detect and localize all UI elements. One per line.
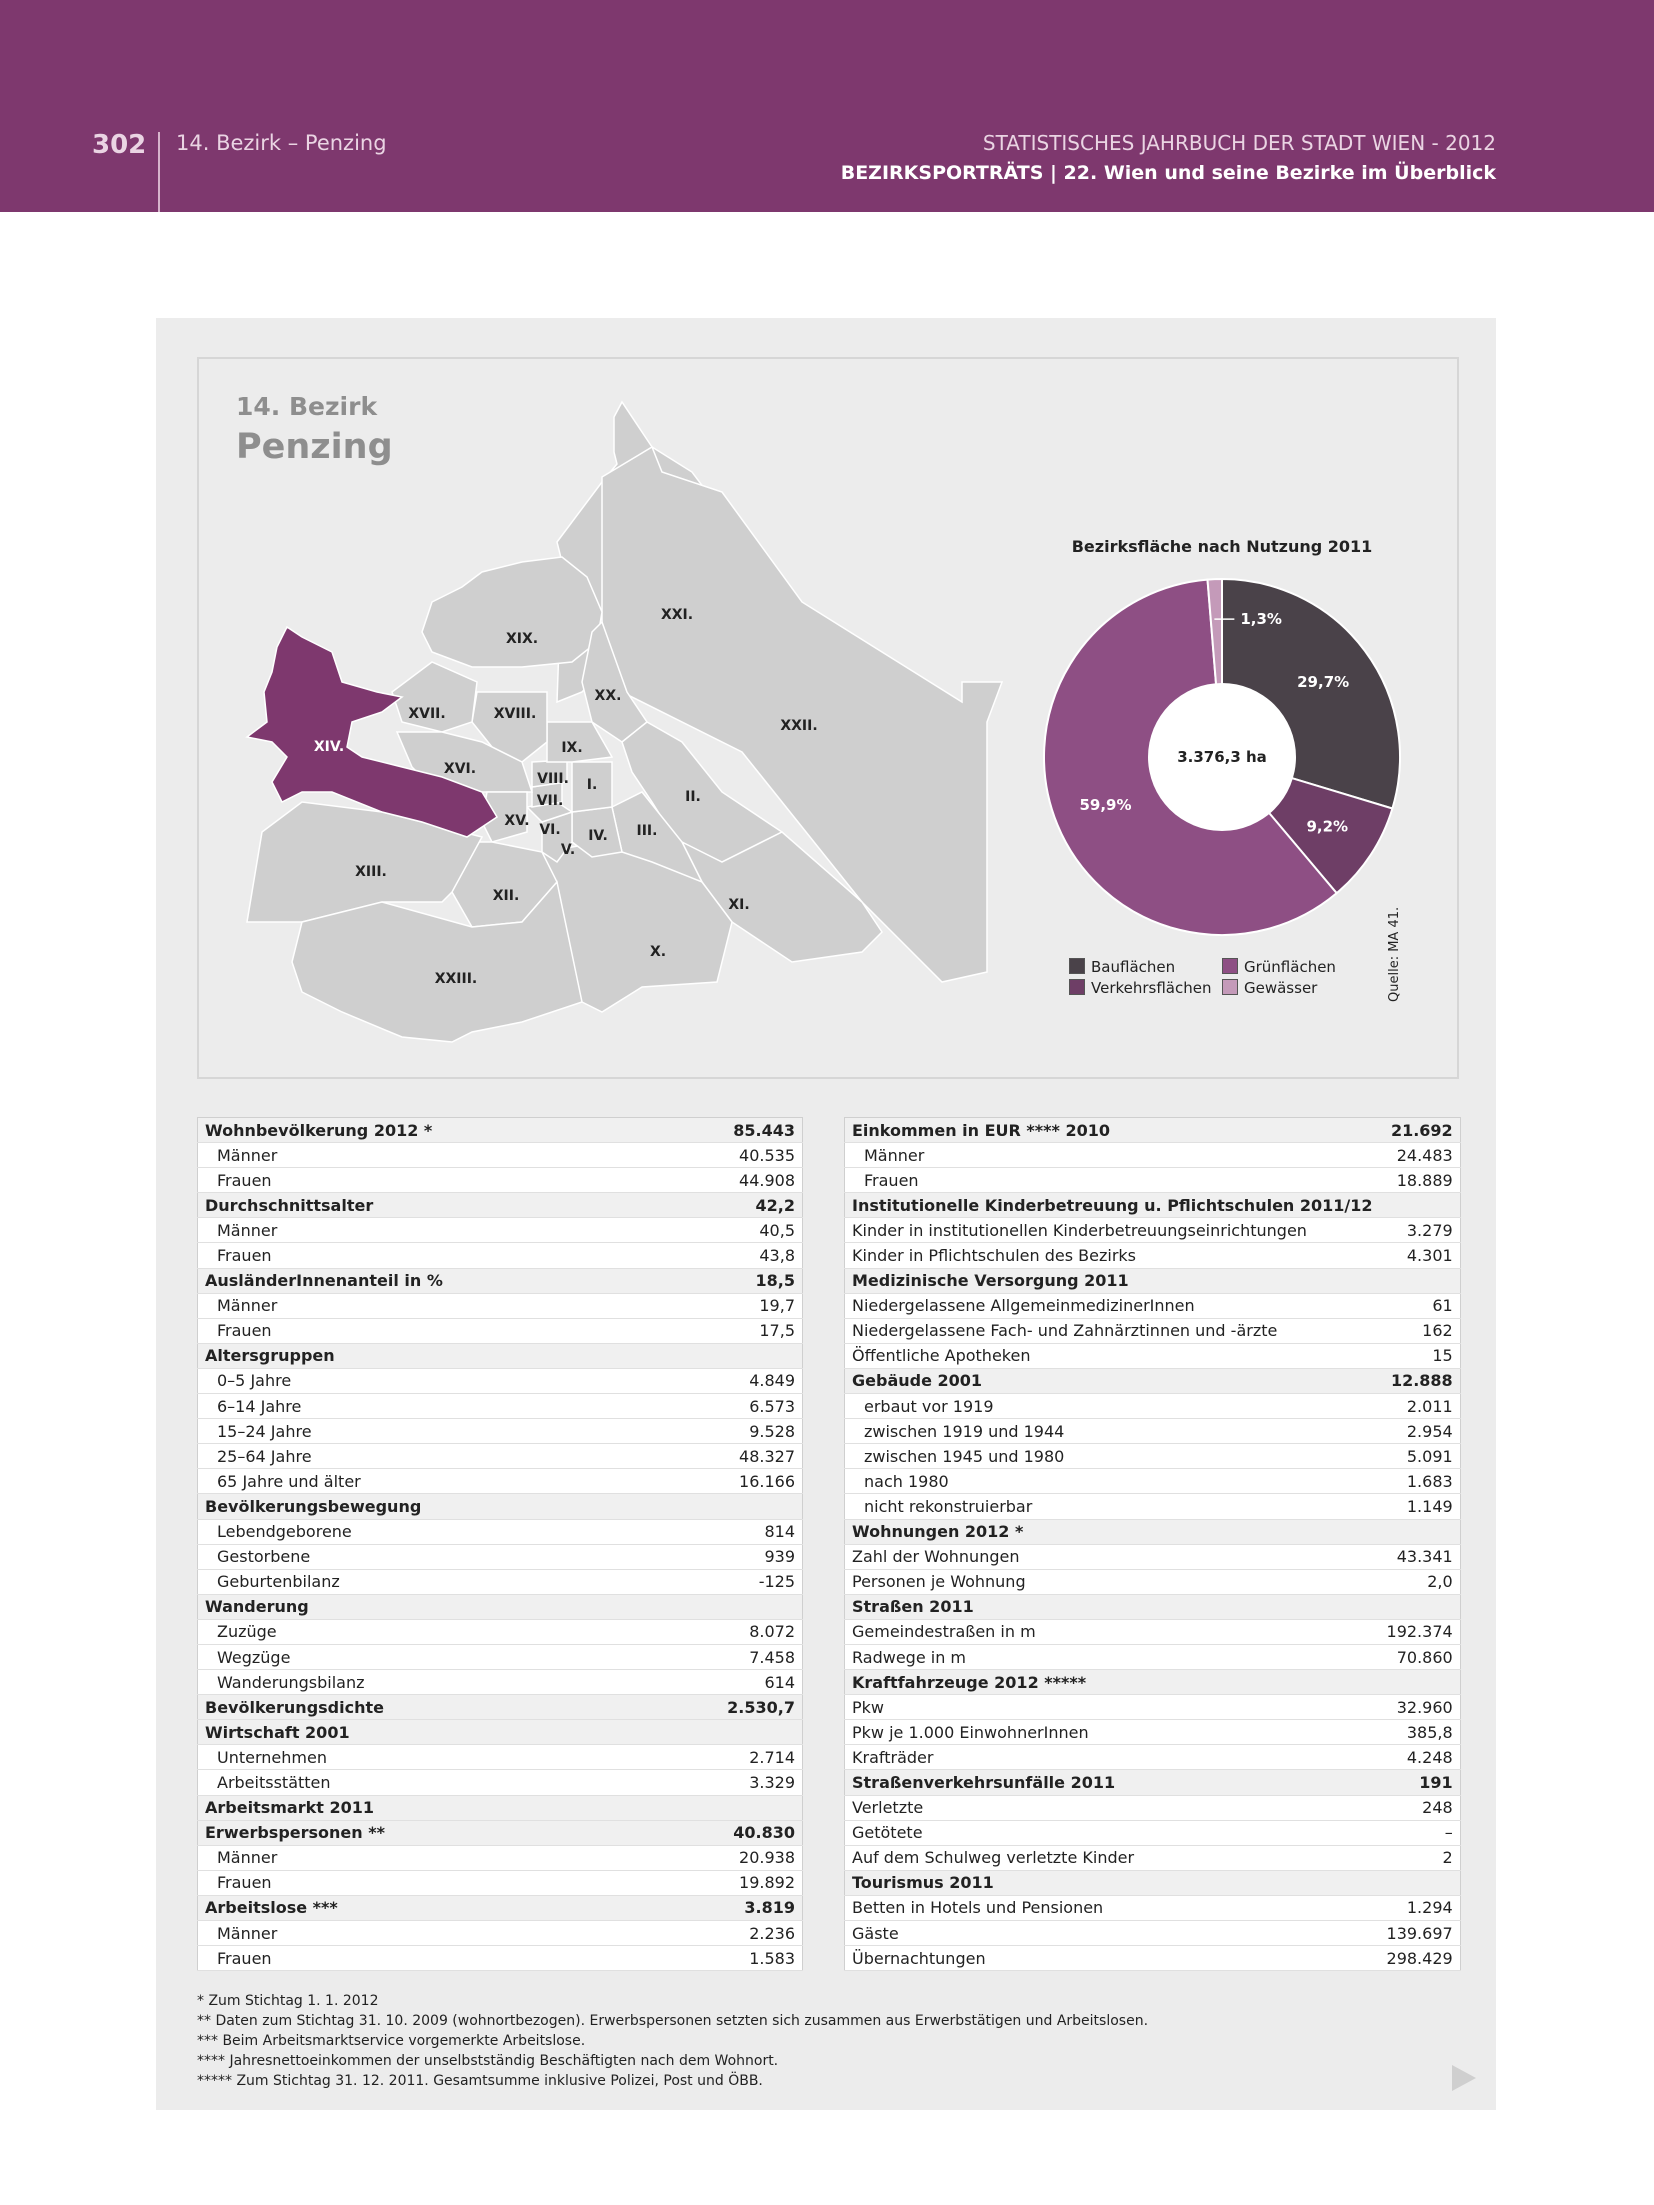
- row-value: 21.692: [1380, 1118, 1461, 1143]
- row-value: [1380, 1268, 1461, 1293]
- legend-item: [1069, 957, 1212, 978]
- table-row: [845, 1343, 1461, 1368]
- table-row: [845, 1318, 1461, 1343]
- table-row: [198, 1494, 803, 1519]
- next-page-arrow-icon[interactable]: [1452, 2065, 1476, 2091]
- row-value: 2.954: [1380, 1419, 1461, 1444]
- table-row: [198, 1318, 803, 1343]
- row-label: Erwerbspersonen **: [198, 1820, 654, 1845]
- table-row: [198, 1343, 803, 1368]
- row-value: 19,7: [654, 1293, 803, 1318]
- row-label: Niedergelassene Fach- und Zahnärztinnen und -ärzte: [845, 1318, 1380, 1343]
- table-row: [198, 1745, 803, 1770]
- page-header: [0, 0, 1654, 212]
- row-label: Frauen: [845, 1168, 1380, 1193]
- row-label: Personen je Wohnung: [845, 1569, 1380, 1594]
- table-row: [198, 1469, 803, 1494]
- map-label: XVIII.: [493, 706, 537, 722]
- table-row: [198, 1946, 803, 1971]
- table-row: [845, 1895, 1461, 1920]
- row-value: 5.091: [1380, 1444, 1461, 1469]
- row-label: Lebendgeborene: [198, 1519, 654, 1544]
- row-label: Frauen: [198, 1318, 654, 1343]
- table-row: [845, 1419, 1461, 1444]
- row-label: 15–24 Jahre: [198, 1419, 654, 1444]
- table-row: [198, 1845, 803, 1870]
- row-label: Männer: [198, 1293, 654, 1318]
- table-row: [198, 1569, 803, 1594]
- row-label: Frauen: [198, 1168, 654, 1193]
- row-value: 16.166: [654, 1469, 803, 1494]
- row-label: Männer: [198, 1845, 654, 1870]
- table-row: [198, 1419, 803, 1444]
- table-row: [845, 1394, 1461, 1419]
- row-label: Gebäude 2001: [845, 1368, 1380, 1393]
- row-label: Auf dem Schulweg verletzte Kinder: [845, 1845, 1380, 1870]
- chart-legend-left: [1069, 957, 1212, 999]
- legend-swatch: [1069, 979, 1085, 995]
- chart-legend-right: [1222, 957, 1336, 999]
- row-label: Wanderung: [198, 1594, 654, 1619]
- row-label: Wegzüge: [198, 1644, 654, 1669]
- row-value: 814: [654, 1519, 803, 1544]
- row-value: 2: [1380, 1845, 1461, 1870]
- row-label: 65 Jahre und älter: [198, 1469, 654, 1494]
- row-label: Unternehmen: [198, 1745, 654, 1770]
- row-value: 3.819: [654, 1895, 803, 1920]
- donut-center-label: 3.376,3 ha: [1177, 748, 1267, 766]
- legend-item: [1222, 957, 1336, 978]
- footnotes: [197, 1991, 1148, 2091]
- row-label: Männer: [198, 1143, 654, 1168]
- row-label: Pkw: [845, 1695, 1380, 1720]
- map-districts: [247, 402, 1002, 1042]
- row-label: Zahl der Wohnungen: [845, 1544, 1380, 1569]
- map-label: XXIII.: [434, 971, 478, 987]
- table-row: [198, 1619, 803, 1644]
- row-label: Krafträder: [845, 1745, 1380, 1770]
- row-value: [654, 1795, 803, 1820]
- row-value: 939: [654, 1544, 803, 1569]
- row-value: 4.301: [1380, 1243, 1461, 1268]
- row-label: Medizinische Versorgung 2011: [845, 1268, 1380, 1293]
- row-label: Männer: [198, 1921, 654, 1946]
- row-value: 2,0: [1380, 1569, 1461, 1594]
- table-row: [198, 1444, 803, 1469]
- row-value: 3.279: [1380, 1218, 1461, 1243]
- table-row: [198, 1670, 803, 1695]
- table-row: [198, 1795, 803, 1820]
- row-label: Arbeitslose ***: [198, 1895, 654, 1920]
- row-value: 1.583: [654, 1946, 803, 1971]
- row-value: 44.908: [654, 1168, 803, 1193]
- table-row: [198, 1720, 803, 1745]
- table-row: [198, 1243, 803, 1268]
- row-value: 191: [1380, 1770, 1461, 1795]
- map-label: XIV.: [313, 739, 345, 755]
- row-value: 61: [1380, 1293, 1461, 1318]
- table-row: [845, 1670, 1461, 1695]
- row-label: Wohnungen 2012 *: [845, 1519, 1380, 1544]
- row-label: Männer: [198, 1218, 654, 1243]
- map-label: VIII.: [537, 771, 569, 787]
- row-label: Arbeitsmarkt 2011: [198, 1795, 654, 1820]
- row-label: Übernachtungen: [845, 1946, 1380, 1971]
- legend-label: Gewässer: [1244, 979, 1318, 997]
- row-label: Niedergelassene AllgemeinmedizinerInnen: [845, 1293, 1380, 1318]
- row-value: [654, 1343, 803, 1368]
- table-row: [845, 1695, 1461, 1720]
- footnote: * Zum Stichtag 1. 1. 2012: [197, 1993, 379, 2009]
- row-value: [654, 1720, 803, 1745]
- row-value: –: [1380, 1820, 1461, 1845]
- row-label: Wanderungsbilanz: [198, 1670, 654, 1695]
- row-label: Frauen: [198, 1946, 654, 1971]
- table-row: [198, 1218, 803, 1243]
- row-value: 17,5: [654, 1318, 803, 1343]
- table-row: [845, 1644, 1461, 1669]
- row-label: 6–14 Jahre: [198, 1394, 654, 1419]
- donut-slice-label: 29,7%: [1297, 672, 1350, 691]
- table-row: [845, 1845, 1461, 1870]
- row-label: Bevölkerungsdichte: [198, 1695, 654, 1720]
- map-label: XXII.: [780, 718, 818, 734]
- table-row: [845, 1444, 1461, 1469]
- row-label: Altersgruppen: [198, 1343, 654, 1368]
- row-value: 70.860: [1380, 1644, 1461, 1669]
- table-row: [198, 1519, 803, 1544]
- row-value: 18,5: [654, 1268, 803, 1293]
- table-row: [845, 1268, 1461, 1293]
- legend-label: Grünflächen: [1244, 958, 1336, 976]
- district-name: Penzing: [236, 427, 393, 467]
- row-label: Frauen: [198, 1870, 654, 1895]
- map-label: II.: [685, 789, 701, 805]
- table-row: [845, 1870, 1461, 1895]
- row-label: 25–64 Jahre: [198, 1444, 654, 1469]
- row-label: Frauen: [198, 1243, 654, 1268]
- row-label: Institutionelle Kinderbetreuung u. Pflichtschulen 2011/12: [845, 1193, 1380, 1218]
- table-row: [198, 1544, 803, 1569]
- table-row: [198, 1895, 803, 1920]
- row-value: 614: [654, 1670, 803, 1695]
- donut-slice-label: 1,3%: [1240, 610, 1282, 629]
- legend-item: [1069, 978, 1212, 999]
- table-row: [198, 1193, 803, 1218]
- row-label: Straßen 2011: [845, 1594, 1380, 1619]
- legend-item: [1222, 978, 1336, 999]
- row-value: 85.443: [654, 1118, 803, 1143]
- row-label: Getötete: [845, 1820, 1380, 1845]
- row-label: Betten in Hotels und Pensionen: [845, 1895, 1380, 1920]
- map-label: XVI.: [443, 761, 477, 777]
- table-row: [198, 1921, 803, 1946]
- table-row: [845, 1168, 1461, 1193]
- row-value: 192.374: [1380, 1619, 1461, 1644]
- map-box: [197, 357, 1459, 1079]
- table-row: [845, 1143, 1461, 1168]
- header-divider: [158, 132, 160, 212]
- row-value: 43,8: [654, 1243, 803, 1268]
- row-value: 162: [1380, 1318, 1461, 1343]
- map-label: XIII.: [355, 864, 387, 880]
- table-row: [198, 1594, 803, 1619]
- row-value: 4.849: [654, 1368, 803, 1393]
- row-value: 18.889: [1380, 1168, 1461, 1193]
- chapter-title: 14. Bezirk – Penzing: [176, 131, 387, 155]
- row-value: 3.329: [654, 1770, 803, 1795]
- table-row: [198, 1168, 803, 1193]
- row-label: Straßenverkehrsunfälle 2011: [845, 1770, 1380, 1795]
- row-value: 32.960: [1380, 1695, 1461, 1720]
- district-number: 14. Bezirk: [236, 392, 378, 421]
- row-label: zwischen 1945 und 1980: [845, 1444, 1380, 1469]
- row-value: 1.294: [1380, 1895, 1461, 1920]
- row-value: 15: [1380, 1343, 1461, 1368]
- row-value: 20.938: [654, 1845, 803, 1870]
- row-label: Männer: [845, 1143, 1380, 1168]
- row-label: Gäste: [845, 1921, 1380, 1946]
- row-value: -125: [654, 1569, 803, 1594]
- row-value: 42,2: [654, 1193, 803, 1218]
- map-label: VII.: [536, 793, 564, 809]
- row-label: nicht rekonstruierbar: [845, 1494, 1380, 1519]
- legend-label: Verkehrsflächen: [1091, 979, 1212, 997]
- footnote: ***** Zum Stichtag 31. 12. 2011. Gesamtsumme inklusive Polizei, Post und ÖBB.: [197, 2073, 763, 2089]
- row-value: [1380, 1519, 1461, 1544]
- table-row: [845, 1720, 1461, 1745]
- district-xix: [422, 557, 602, 667]
- table-row: [845, 1795, 1461, 1820]
- map-label: I.: [586, 777, 598, 793]
- table-row: [198, 1118, 803, 1143]
- table-row: [845, 1494, 1461, 1519]
- map-label: XX.: [594, 688, 622, 704]
- section-title: BEZIRKSPORTRÄTS | 22. Wien und seine Bezirke im Überblick: [840, 162, 1496, 184]
- table-row: [198, 1820, 803, 1845]
- map-label: XI.: [728, 897, 750, 913]
- table-row: [198, 1695, 803, 1720]
- row-label: Gestorbene: [198, 1544, 654, 1569]
- footnote: ** Daten zum Stichtag 31. 10. 2009 (wohnortbezogen). Erwerbspersonen setzten sich zusammen aus Erwerbstätigen und Arbeitslosen.: [197, 2013, 1149, 2029]
- row-value: 298.429: [1380, 1946, 1461, 1971]
- table-row: [845, 1619, 1461, 1644]
- map-label: XVII.: [408, 706, 446, 722]
- table-row: [198, 1394, 803, 1419]
- row-label: nach 1980: [845, 1469, 1380, 1494]
- row-label: Arbeitsstätten: [198, 1770, 654, 1795]
- row-label: Kraftfahrzeuge 2012 *****: [845, 1670, 1380, 1695]
- table-row: [845, 1118, 1461, 1143]
- table-row: [845, 1594, 1461, 1619]
- map-label: X.: [649, 944, 667, 960]
- chart-source: Quelle: MA 41.: [1387, 906, 1402, 1002]
- map-label: XII.: [492, 888, 520, 904]
- row-value: 2.714: [654, 1745, 803, 1770]
- row-value: 2.236: [654, 1921, 803, 1946]
- stats-table-right: [844, 1117, 1461, 1971]
- yearbook-title: STATISTISCHES JAHRBUCH DER STADT WIEN - 2012: [982, 131, 1496, 155]
- table-row: [198, 1644, 803, 1669]
- table-row: [845, 1193, 1461, 1218]
- row-label: Tourismus 2011: [845, 1870, 1380, 1895]
- legend-swatch: [1069, 958, 1085, 974]
- row-label: zwischen 1919 und 1944: [845, 1419, 1380, 1444]
- row-value: 43.341: [1380, 1544, 1461, 1569]
- table-row: [845, 1368, 1461, 1393]
- map-label: III.: [636, 823, 658, 839]
- row-label: Kinder in institutionellen Kinderbetreuungseinrichtungen: [845, 1218, 1380, 1243]
- row-value: 19.892: [654, 1870, 803, 1895]
- row-value: 1.149: [1380, 1494, 1461, 1519]
- footnote: *** Beim Arbeitsmarktservice vorgemerkte Arbeitslose.: [197, 2033, 586, 2049]
- row-value: 248: [1380, 1795, 1461, 1820]
- table-row: [198, 1268, 803, 1293]
- table-row: [845, 1218, 1461, 1243]
- row-value: 8.072: [654, 1619, 803, 1644]
- table-row: [845, 1243, 1461, 1268]
- row-label: Bevölkerungsbewegung: [198, 1494, 654, 1519]
- row-value: 40,5: [654, 1218, 803, 1243]
- row-label: AusländerInnenanteil in %: [198, 1268, 654, 1293]
- table-row: [845, 1569, 1461, 1594]
- row-value: 9.528: [654, 1419, 803, 1444]
- table-row: [845, 1293, 1461, 1318]
- row-label: 0–5 Jahre: [198, 1368, 654, 1393]
- legend-swatch: [1222, 979, 1238, 995]
- row-value: [654, 1594, 803, 1619]
- row-value: 12.888: [1380, 1368, 1461, 1393]
- stats-table-left: [197, 1117, 803, 1971]
- table-row: [845, 1921, 1461, 1946]
- row-value: 139.697: [1380, 1921, 1461, 1946]
- map-label: IX.: [561, 740, 583, 756]
- table-row: [845, 1745, 1461, 1770]
- map-label: V.: [560, 842, 576, 858]
- table-row: [845, 1946, 1461, 1971]
- donut-chart: [1042, 577, 1402, 937]
- row-value: 48.327: [654, 1444, 803, 1469]
- row-label: Wirtschaft 2001: [198, 1720, 654, 1745]
- table-row: [198, 1870, 803, 1895]
- row-label: Zuzüge: [198, 1619, 654, 1644]
- legend-label: Bauflächen: [1091, 958, 1176, 976]
- footnote: **** Jahresnettoeinkommen der unselbstständig Beschäftigten nach dem Wohnort.: [197, 2053, 779, 2069]
- table-row: [198, 1293, 803, 1318]
- row-label: Pkw je 1.000 EinwohnerInnen: [845, 1720, 1380, 1745]
- table-row: [845, 1544, 1461, 1569]
- donut-slice-label: 59,9%: [1079, 795, 1132, 814]
- row-label: Kinder in Pflichtschulen des Bezirks: [845, 1243, 1380, 1268]
- table-row: [198, 1368, 803, 1393]
- map-label: VI.: [539, 822, 561, 838]
- row-value: 40.830: [654, 1820, 803, 1845]
- row-value: [1380, 1870, 1461, 1895]
- row-label: Gemeindestraßen in m: [845, 1619, 1380, 1644]
- table-row: [845, 1519, 1461, 1544]
- table-row: [845, 1820, 1461, 1845]
- table-row: [845, 1469, 1461, 1494]
- map-label: XXI.: [660, 607, 694, 623]
- row-label: Radwege in m: [845, 1644, 1380, 1669]
- row-value: 385,8: [1380, 1720, 1461, 1745]
- legend-swatch: [1222, 958, 1238, 974]
- map-label: XV.: [504, 813, 530, 829]
- row-value: [1380, 1670, 1461, 1695]
- row-label: Wohnbevölkerung 2012 *: [198, 1118, 654, 1143]
- row-value: 1.683: [1380, 1469, 1461, 1494]
- table-row: [198, 1770, 803, 1795]
- row-label: Öffentliche Apotheken: [845, 1343, 1380, 1368]
- row-value: 40.535: [654, 1143, 803, 1168]
- page-number: 302: [92, 130, 147, 160]
- row-label: Verletzte: [845, 1795, 1380, 1820]
- row-value: 6.573: [654, 1394, 803, 1419]
- table-row: [845, 1770, 1461, 1795]
- donut-slice-label: 9,2%: [1306, 817, 1349, 836]
- row-value: 2.011: [1380, 1394, 1461, 1419]
- row-label: Geburtenbilanz: [198, 1569, 654, 1594]
- map-label: XIX.: [505, 631, 539, 647]
- row-label: erbaut vor 1919: [845, 1394, 1380, 1419]
- row-label: Durchschnittsalter: [198, 1193, 654, 1218]
- row-value: 4.248: [1380, 1745, 1461, 1770]
- row-value: [1380, 1193, 1461, 1218]
- row-value: 24.483: [1380, 1143, 1461, 1168]
- row-value: [1380, 1594, 1461, 1619]
- map-label: IV.: [588, 828, 608, 844]
- row-value: 7.458: [654, 1644, 803, 1669]
- row-label: Einkommen in EUR **** 2010: [845, 1118, 1380, 1143]
- row-value: 2.530,7: [654, 1695, 803, 1720]
- row-value: [654, 1494, 803, 1519]
- table-row: [198, 1143, 803, 1168]
- chart-title: Bezirksfläche nach Nutzung 2011: [1071, 537, 1373, 556]
